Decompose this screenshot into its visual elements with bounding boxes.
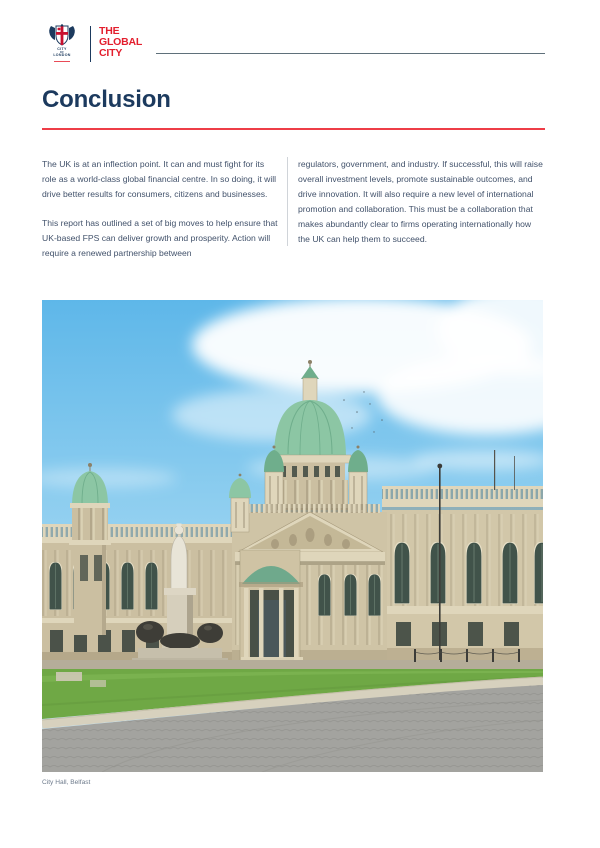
page-title: Conclusion — [42, 86, 171, 113]
logo-divider — [90, 26, 91, 62]
brand-line-1: THE — [99, 25, 120, 37]
brand-line-2: GLOBAL — [99, 36, 143, 48]
crest-icon — [47, 24, 77, 48]
city-of-london-crest-logo — [42, 24, 82, 62]
right-wing — [382, 486, 543, 665]
crest-motto-mark — [54, 59, 70, 62]
paragraph: This report has outlined a set of big moves to help ensure that UK-based FPS can deliver growth and prosperity. Action will require a renewed partnership between — [42, 217, 278, 258]
text-column-left — [42, 157, 287, 260]
photo-caption: City Hall, Belfast — [42, 779, 91, 786]
city-hall-belfast-photo — [42, 300, 543, 772]
crest-text-city: CITY — [57, 47, 67, 51]
page-header — [42, 24, 545, 70]
left-tower — [69, 463, 111, 635]
body-text — [42, 157, 545, 260]
crest-text-london: LONDON — [53, 53, 71, 58]
text-column-right — [287, 157, 545, 246]
the-global-city-wordmark — [99, 24, 142, 59]
entrance-portico — [239, 550, 303, 664]
header-rule — [156, 53, 545, 54]
paragraph: regulators, government, and industry. If successful, this will raise overall investment levels, promote sustainable outcomes, and drive innovation. It will also require a new level of international promotion and collaboration. This must be a collaboration that makes abundantly clear to firms operating internationally how the UK can help them to succeed. — [298, 159, 543, 244]
left-wing — [42, 524, 238, 665]
title-underline-rule — [42, 128, 545, 130]
grounds — [42, 660, 543, 772]
brand-line-3: CITY — [99, 47, 123, 59]
paragraph: The UK is at an inflection point. It can and must fight for its role as a world-class global financial centre. In so doing, it will drive better results for consumers, citizens and businesses. — [42, 159, 277, 199]
city-hall-photo-illustration — [42, 300, 543, 772]
crest-text-of: OF — [59, 50, 65, 54]
